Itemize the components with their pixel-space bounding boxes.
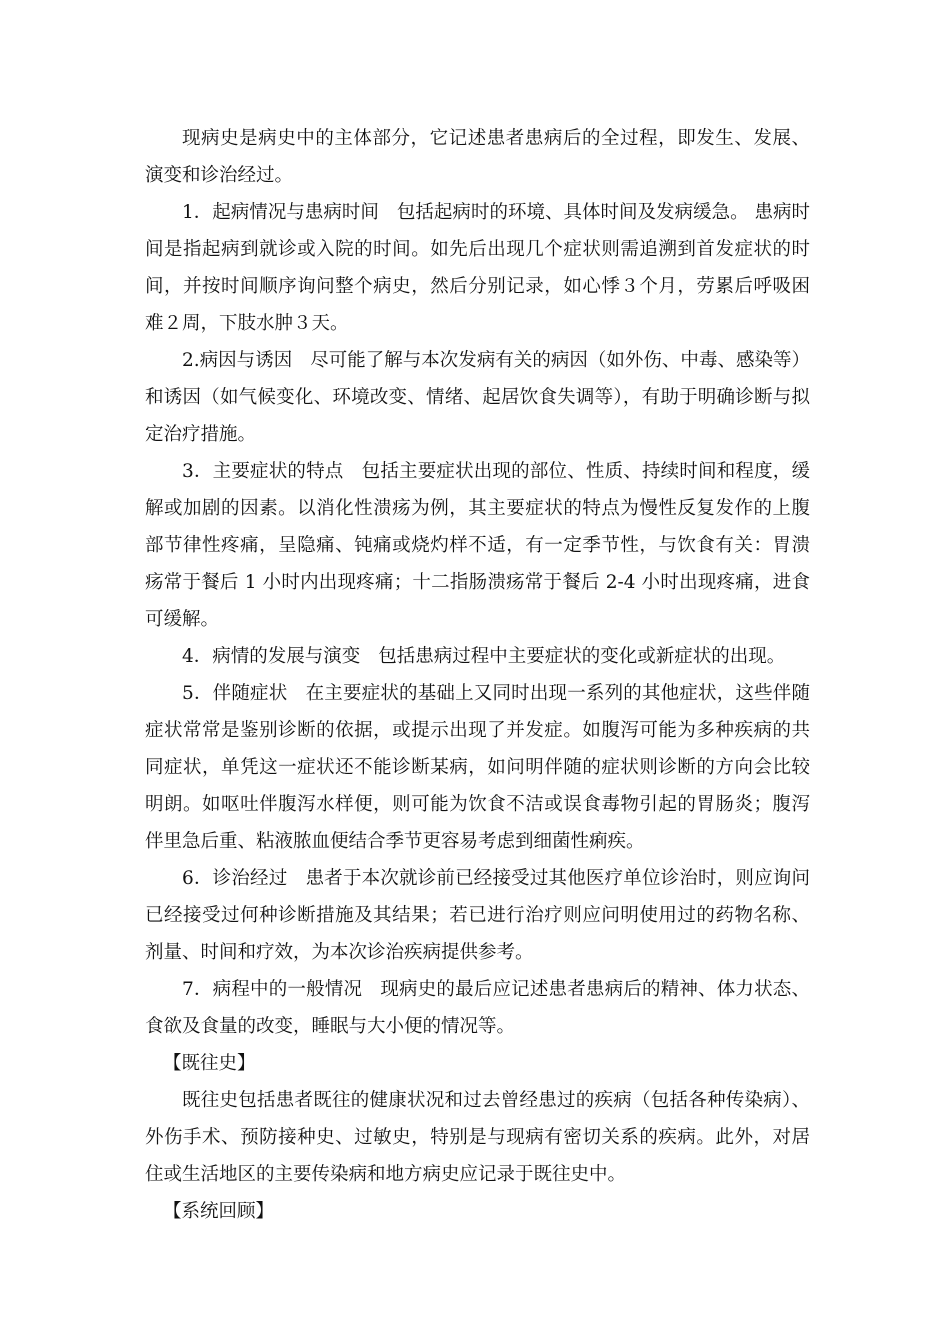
system-review-heading: 【系统回顾】 [163, 1201, 275, 1222]
item-title: 5．伴随症状 [182, 683, 288, 704]
item-text: 包括患病过程中主要症状的变化或新症状的出现。 [378, 646, 786, 667]
item-text: 包括起病时的环境、具体时间及发病缓急。 患病时间是指起病到就诊或入院的时间。如先后出现几个症状则需追溯到首发症状的时间，并按时间顺序询问整个病史，然后分别记录，如心悸３个月，劳累后呼吸困难２周，下肢水肿３天。 [145, 202, 810, 334]
item-text: 现病史的最后应记述患者患病后的精神、体力状态、食欲及食量的改变，睡眠与大小便的情况等。 [145, 979, 810, 1037]
item-paragraph-7 [145, 971, 810, 1045]
item-paragraph-5 [145, 675, 810, 860]
item-paragraph-1 [145, 194, 810, 342]
item-text: 尽可能了解与本次发病有关的病因（如外伤、中毒、感染等）和诱因（如气候变化、环境改变、情绪、起居饮食失调等），有助于明确诊断与拟定治疗措施。 [145, 350, 810, 445]
item-text: 患者于本次就诊前已经接受过其他医疗单位诊治时，则应询问已经接受过何种诊断措施及其结果；若已进行治疗则应问明使用过的药物名称、剂量、时间和疗效，为本次诊治疾病提供参考。 [145, 868, 810, 963]
item-title: 4．病情的发展与演变 [182, 646, 361, 667]
item-title: 6．诊治经过 [182, 868, 288, 889]
intro-paragraph: 现病史是病史中的主体部分，它记述患者患病后的全过程，即发生、发展、演变和诊治经过。 [145, 128, 810, 186]
item-title: 3．主要症状的特点 [182, 461, 344, 482]
item-text: 包括主要症状出现的部位、性质、持续时间和程度，缓解或加剧的因素。以消化性溃疡为例，其主要症状的特点为慢性反复发作的上腹部节律性疼痛，呈隐痛、钝痛或烧灼样不适，有一定季节性，与饮食有关：胃溃疡常于餐后 1 小时内出现疼痛；十二指肠溃疡常于餐后 2-4 小时出现疼痛，进食可缓解。 [145, 461, 810, 630]
item-paragraph-6 [145, 860, 810, 971]
item-title: 2.病因与诱因 [182, 350, 293, 371]
past-history-heading: 【既往史】 [163, 1053, 256, 1074]
item-paragraph-3 [145, 453, 810, 638]
document-page [145, 120, 810, 1230]
item-title: 1．起病情况与患病时间 [182, 202, 379, 223]
item-text: 在主要症状的基础上又同时出现一系列的其他症状，这些伴随症状常常是鉴别诊断的依据，或提示出现了并发症。如腹泻可能为多种疾病的共同症状，单凭这一症状还不能诊断某病，如问明伴随的症状则诊断的方向会比较明朗。如呕吐伴腹泻水样便，则可能为饮食不洁或误食毒物引起的胃肠炎；腹泻伴里急后重、粘液脓血便结合季节更容易考虑到细菌性痢疾。 [145, 683, 810, 852]
item-paragraph-4 [145, 638, 810, 675]
item-title: 7．病程中的一般情况 [182, 979, 363, 1000]
item-paragraph-2 [145, 342, 810, 453]
past-history-paragraph: 既往史包括患者既往的健康状况和过去曾经患过的疾病（包括各种传染病）、外伤手术、预防接种史、过敏史，特别是与现病有密切关系的疾病。此外，对居住或生活地区的主要传染病和地方病史应记录于既往史中。 [145, 1090, 810, 1185]
